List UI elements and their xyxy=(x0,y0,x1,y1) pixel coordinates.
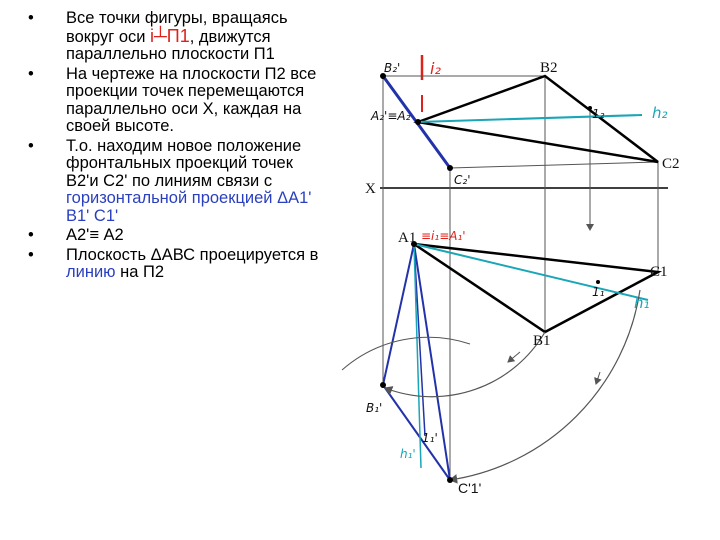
label-i2: i₂ xyxy=(430,59,441,78)
label-h1-prime: h₁' xyxy=(400,447,416,461)
point-1-1 xyxy=(596,280,600,284)
bullet-text: горизонтальной проекцией ΔА1' В1' С1' xyxy=(66,189,312,225)
arc-tick-1 xyxy=(508,352,520,362)
bullet-text: Т.о. находим новое положение фронтальных проекций точек В2'и С2' по линиям связи с xyxy=(66,136,302,190)
bullet-text: , движутся параллельно плоскости П1 xyxy=(66,27,275,63)
label-h1: h₁ xyxy=(634,294,650,312)
label-b1: B1 xyxy=(533,333,551,349)
label-a1: A1 xyxy=(398,230,417,246)
bullet-text: i┴П1 xyxy=(150,25,190,46)
rotation-arc-inner xyxy=(342,337,470,370)
label-c2-prime: C₂' xyxy=(454,173,471,187)
bullet-text: линию xyxy=(66,263,116,281)
label-x: X xyxy=(365,181,376,197)
label-a2-eq: A₂'≡A₂ xyxy=(371,109,411,123)
bullet-text: На чертеже на плоскости П2 все проекции точек перемещаются параллельно оси Х, каждая на своей высоте. xyxy=(66,64,317,135)
bullet-text: Плоскость ΔАВС проецируется в xyxy=(66,245,319,264)
rotation-arc-middle xyxy=(385,332,545,397)
h2-line xyxy=(418,115,642,122)
bullet-text: А2'≡ А2 xyxy=(66,226,124,244)
label-b2-prime: B₂' xyxy=(384,61,401,75)
bullet-dot: • xyxy=(28,9,34,27)
bullet-dot: • xyxy=(28,64,34,83)
label-11-prime: 1₁' xyxy=(422,431,438,445)
h1-line xyxy=(414,244,648,300)
label-c2: C2 xyxy=(662,156,680,172)
point-c2prime xyxy=(447,165,453,171)
label-11: 1₁ xyxy=(592,285,605,299)
label-i1-eq: ≡i₁≡A₁' xyxy=(421,229,466,243)
point-c1prime xyxy=(447,477,453,483)
bullet-dot: • xyxy=(28,226,34,244)
label-12: 1₂ xyxy=(592,107,605,121)
point-a2 xyxy=(415,119,421,125)
point-b1prime xyxy=(380,382,386,388)
label-c1-prime: C'1' xyxy=(458,480,482,496)
bullet-text: Все точки фигуры, вращаясь вокруг оси xyxy=(66,9,288,46)
bullet-text: на П2 xyxy=(115,263,165,281)
arc-tick-2 xyxy=(596,372,600,384)
label-b2: B2 xyxy=(540,60,558,76)
bullet-dot: • xyxy=(28,245,34,264)
label-h2: h₂ xyxy=(652,104,668,122)
bullet-dot: • xyxy=(28,136,34,155)
label-c1: C1 xyxy=(650,264,668,280)
label-b1-prime: B₁' xyxy=(366,401,383,415)
link-line-c2 xyxy=(450,162,658,168)
triangle-horizontal-projection xyxy=(414,244,658,332)
